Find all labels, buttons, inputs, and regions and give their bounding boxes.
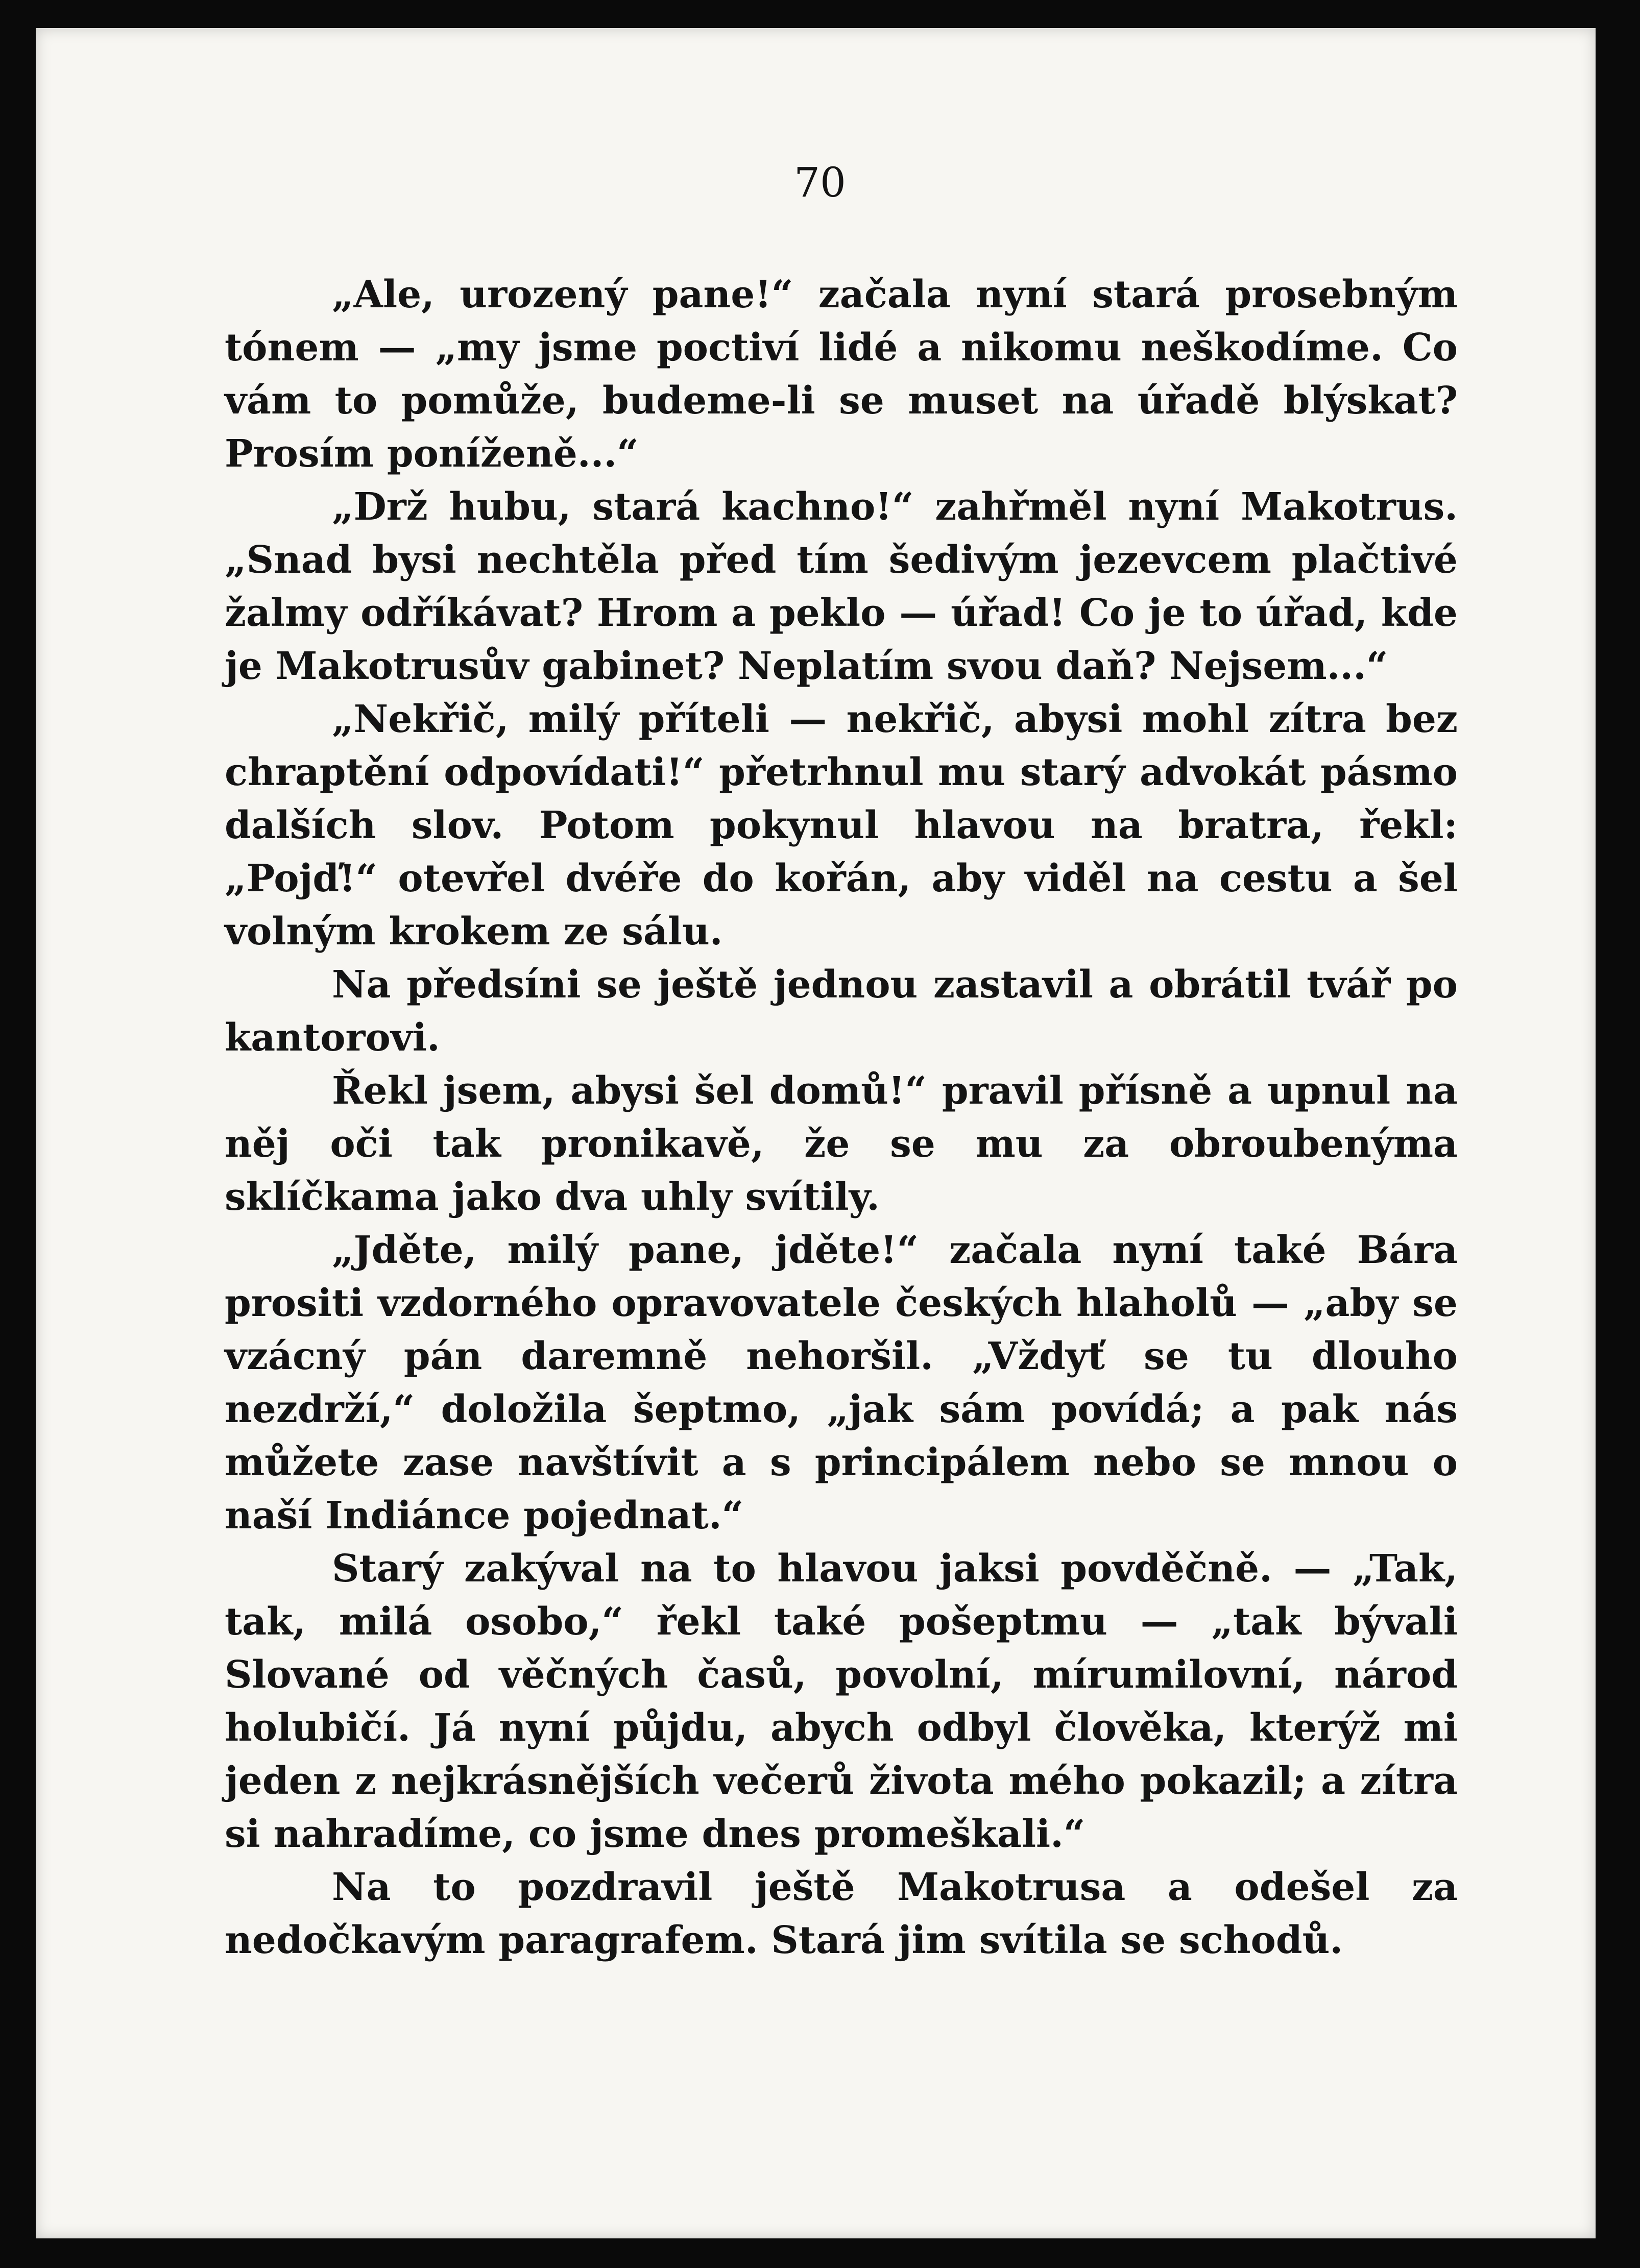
page-number: 70 <box>794 159 846 206</box>
paragraph: Řekl jsem, abysi šel domů!“ pravil přísně a upnul na něj oči tak pronikavě, že se mu za obroubenýma sklíčkama jako dva uhly svítily. <box>225 1069 1458 1219</box>
paragraph: „Ale, urozený pane!“ začala nyní stará prosebným tónem — „my jsme poctiví lidé a nikomu neškodíme. Co vám to pomůže, budeme-li se muset na úřadě blýskat? Prosím poníženě...“ <box>225 273 1458 476</box>
paragraph: „Jděte, milý pane, jděte!“ začala nyní také Bára prositi vzdorného opravovatele českých hlaholů — „aby se vzácný pán daremně nehoršil. „Vždyť se tu dlouho nezdrží,“ doložila šeptmo, „jak sám povídá; a pak nás můžete zase navštívit a s principálem nebo se mnou o naší Indiánce pojednat.“ <box>225 1228 1458 1538</box>
paragraph: Starý zakýval na to hlavou jaksi povděčně. — „Tak, tak, milá osobo,“ řekl také pošeptmu — „tak bývali Slované od věčných časů, povolní, mírumilovní, národ holubičí. Já nyní půjdu, abych odbyl člověka, kterýž mi jeden z nejkrásnějších večerů života mého pokazil; a zítra si nahradíme, co jsme dnes promeškali.“ <box>225 1547 1458 1856</box>
paragraph: Na předsíni se ještě jednou zastavil a obrátil tvář po kantorovi. <box>225 963 1458 1060</box>
paragraph: „Nekřič, milý příteli — nekřič, abysi mohl zítra bez chraptění odpovídati!“ přetrhnul mu starý advokát pásmo dalších slov. Potom pokynul hlavou na bratra, řekl: „Pojď!“ otevřel dvéře do kořán, aby viděl na cestu a šel volným krokem ze sálu. <box>225 697 1458 954</box>
paragraph: Na to pozdravil ještě Makotrusa a odešel za nedočkavým paragrafem. Stará jim svítila se schodů. <box>225 1865 1458 1962</box>
paragraph: „Drž hubu, stará kachno!“ zahřměl nyní Makotrus. „Snad bysi nechtěla před tím šedivým jezevcem plačtivé žalmy odříkávat? Hrom a peklo — úřad! Co je to úřad, kde je Makotrusův gabinet? Neplatím svou daň? Nejsem...“ <box>225 485 1458 688</box>
body-text <box>225 268 1458 1967</box>
